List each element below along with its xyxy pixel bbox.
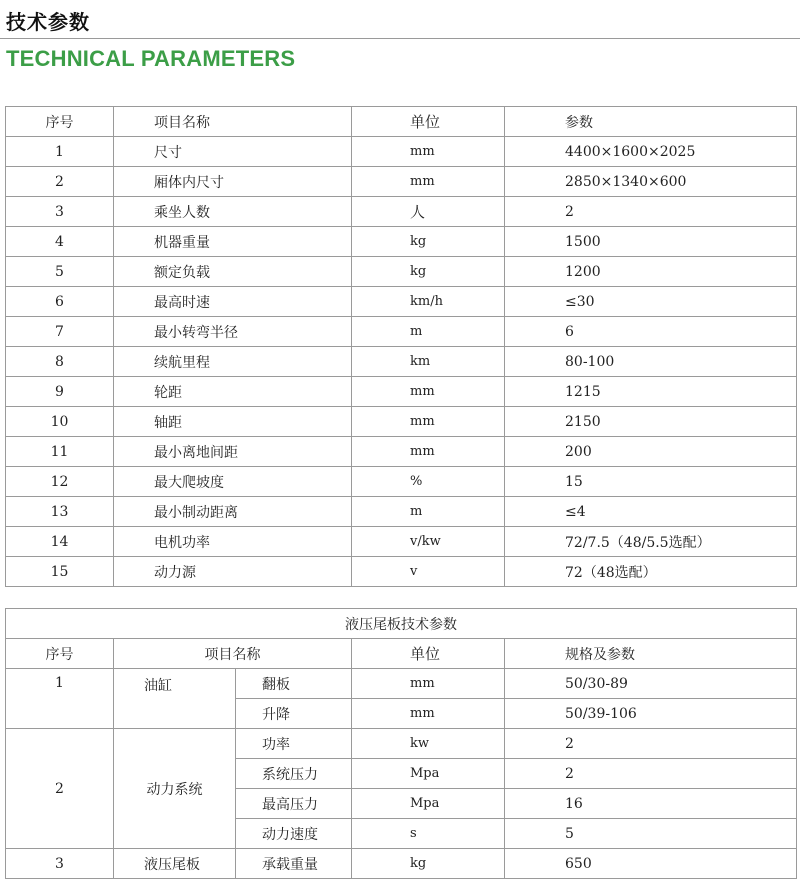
group-name: 液压尾板 bbox=[114, 849, 236, 879]
table-row bbox=[6, 257, 797, 287]
row-name: 最小制动距离 bbox=[114, 497, 352, 527]
item-name: 升降 bbox=[236, 699, 352, 729]
row-value: 15 bbox=[505, 467, 797, 497]
row-unit: mm bbox=[352, 437, 505, 467]
group-name: 动力系统 bbox=[114, 729, 236, 849]
row-value: ≤4 bbox=[505, 497, 797, 527]
group-name: 油缸 bbox=[114, 669, 236, 729]
row-unit: v/kw bbox=[352, 527, 505, 557]
row-value: 4400×1600×2025 bbox=[505, 137, 797, 167]
row-value: ≤30 bbox=[505, 287, 797, 317]
table-row bbox=[6, 729, 797, 759]
item-unit: mm bbox=[352, 669, 505, 699]
item-value: 50/39-106 bbox=[505, 699, 797, 729]
spec-table bbox=[5, 106, 797, 587]
row-no: 5 bbox=[6, 257, 114, 287]
row-value: 2150 bbox=[505, 407, 797, 437]
row-value: 72/7.5（48/5.5选配） bbox=[505, 527, 797, 557]
item-value: 650 bbox=[505, 849, 797, 879]
table-row bbox=[6, 317, 797, 347]
table-row bbox=[6, 467, 797, 497]
header-name: 项目名称 bbox=[114, 639, 352, 669]
row-value: 72（48选配） bbox=[505, 557, 797, 587]
item-unit: Mpa bbox=[352, 789, 505, 819]
header-name: 项目名称 bbox=[114, 107, 352, 137]
item-name: 承载重量 bbox=[236, 849, 352, 879]
row-unit: mm bbox=[352, 377, 505, 407]
row-no: 2 bbox=[6, 167, 114, 197]
row-no: 15 bbox=[6, 557, 114, 587]
item-unit: s bbox=[352, 819, 505, 849]
item-unit: Mpa bbox=[352, 759, 505, 789]
row-unit: m bbox=[352, 497, 505, 527]
tailgate-table bbox=[5, 608, 797, 879]
table-row bbox=[6, 137, 797, 167]
row-value: 2 bbox=[505, 197, 797, 227]
row-unit: mm bbox=[352, 407, 505, 437]
tailgate-title-row bbox=[6, 609, 797, 639]
header-value: 参数 bbox=[505, 107, 797, 137]
header-unit: 单位 bbox=[352, 639, 505, 669]
row-value: 6 bbox=[505, 317, 797, 347]
item-unit: kw bbox=[352, 729, 505, 759]
row-name: 最大爬坡度 bbox=[114, 467, 352, 497]
row-no: 10 bbox=[6, 407, 114, 437]
item-name: 翻板 bbox=[236, 669, 352, 699]
row-name: 动力源 bbox=[114, 557, 352, 587]
row-no: 6 bbox=[6, 287, 114, 317]
row-name: 轮距 bbox=[114, 377, 352, 407]
row-name: 最小离地间距 bbox=[114, 437, 352, 467]
row-no: 8 bbox=[6, 347, 114, 377]
table-row bbox=[6, 437, 797, 467]
row-unit: v bbox=[352, 557, 505, 587]
row-no: 1 bbox=[6, 137, 114, 167]
row-name: 厢体内尺寸 bbox=[114, 167, 352, 197]
table-row bbox=[6, 497, 797, 527]
row-no: 12 bbox=[6, 467, 114, 497]
item-name: 动力速度 bbox=[236, 819, 352, 849]
row-no: 9 bbox=[6, 377, 114, 407]
row-no: 13 bbox=[6, 497, 114, 527]
row-unit: 人 bbox=[352, 197, 505, 227]
table-row bbox=[6, 527, 797, 557]
item-name: 系统压力 bbox=[236, 759, 352, 789]
spec-header-row bbox=[6, 107, 797, 137]
row-no: 7 bbox=[6, 317, 114, 347]
item-value: 2 bbox=[505, 729, 797, 759]
item-value: 16 bbox=[505, 789, 797, 819]
item-unit: kg bbox=[352, 849, 505, 879]
row-name: 电机功率 bbox=[114, 527, 352, 557]
table-row bbox=[6, 557, 797, 587]
group-no: 2 bbox=[6, 729, 114, 849]
row-no: 3 bbox=[6, 197, 114, 227]
table-row bbox=[6, 347, 797, 377]
row-unit: mm bbox=[352, 137, 505, 167]
row-unit: kg bbox=[352, 227, 505, 257]
row-value: 1200 bbox=[505, 257, 797, 287]
tailgate-table-title: 液压尾板技术参数 bbox=[6, 609, 797, 639]
row-unit: km/h bbox=[352, 287, 505, 317]
header-no: 序号 bbox=[6, 107, 114, 137]
table-row bbox=[6, 849, 797, 879]
item-value: 5 bbox=[505, 819, 797, 849]
row-name: 最小转弯半径 bbox=[114, 317, 352, 347]
group-no: 3 bbox=[6, 849, 114, 879]
title-divider bbox=[0, 38, 800, 39]
row-name: 乘坐人数 bbox=[114, 197, 352, 227]
table-row bbox=[6, 227, 797, 257]
row-name: 额定负载 bbox=[114, 257, 352, 287]
row-unit: km bbox=[352, 347, 505, 377]
row-value: 80-100 bbox=[505, 347, 797, 377]
item-value: 2 bbox=[505, 759, 797, 789]
row-name: 续航里程 bbox=[114, 347, 352, 377]
row-value: 1500 bbox=[505, 227, 797, 257]
row-value: 2850×1340×600 bbox=[505, 167, 797, 197]
row-value: 1215 bbox=[505, 377, 797, 407]
row-name: 机器重量 bbox=[114, 227, 352, 257]
page-title-en: TECHNICAL PARAMETERS bbox=[6, 46, 296, 71]
row-unit: mm bbox=[352, 167, 505, 197]
item-name: 功率 bbox=[236, 729, 352, 759]
row-value: 200 bbox=[505, 437, 797, 467]
header-value: 规格及参数 bbox=[505, 639, 797, 669]
header-no: 序号 bbox=[6, 639, 114, 669]
header-unit: 单位 bbox=[352, 107, 505, 137]
row-no: 14 bbox=[6, 527, 114, 557]
row-unit: kg bbox=[352, 257, 505, 287]
table-row bbox=[6, 669, 797, 699]
row-no: 4 bbox=[6, 227, 114, 257]
table-row bbox=[6, 287, 797, 317]
row-name: 轴距 bbox=[114, 407, 352, 437]
table-row bbox=[6, 167, 797, 197]
row-no: 11 bbox=[6, 437, 114, 467]
row-name: 最高时速 bbox=[114, 287, 352, 317]
page-title-cn: 技术参数 bbox=[6, 10, 90, 34]
table-row bbox=[6, 407, 797, 437]
tailgate-header-row bbox=[6, 639, 797, 669]
group-no: 1 bbox=[6, 669, 114, 729]
table-row bbox=[6, 197, 797, 227]
row-name: 尺寸 bbox=[114, 137, 352, 167]
row-unit: % bbox=[352, 467, 505, 497]
item-value: 50/30-89 bbox=[505, 669, 797, 699]
item-name: 最高压力 bbox=[236, 789, 352, 819]
row-unit: m bbox=[352, 317, 505, 347]
table-row bbox=[6, 377, 797, 407]
item-unit: mm bbox=[352, 699, 505, 729]
